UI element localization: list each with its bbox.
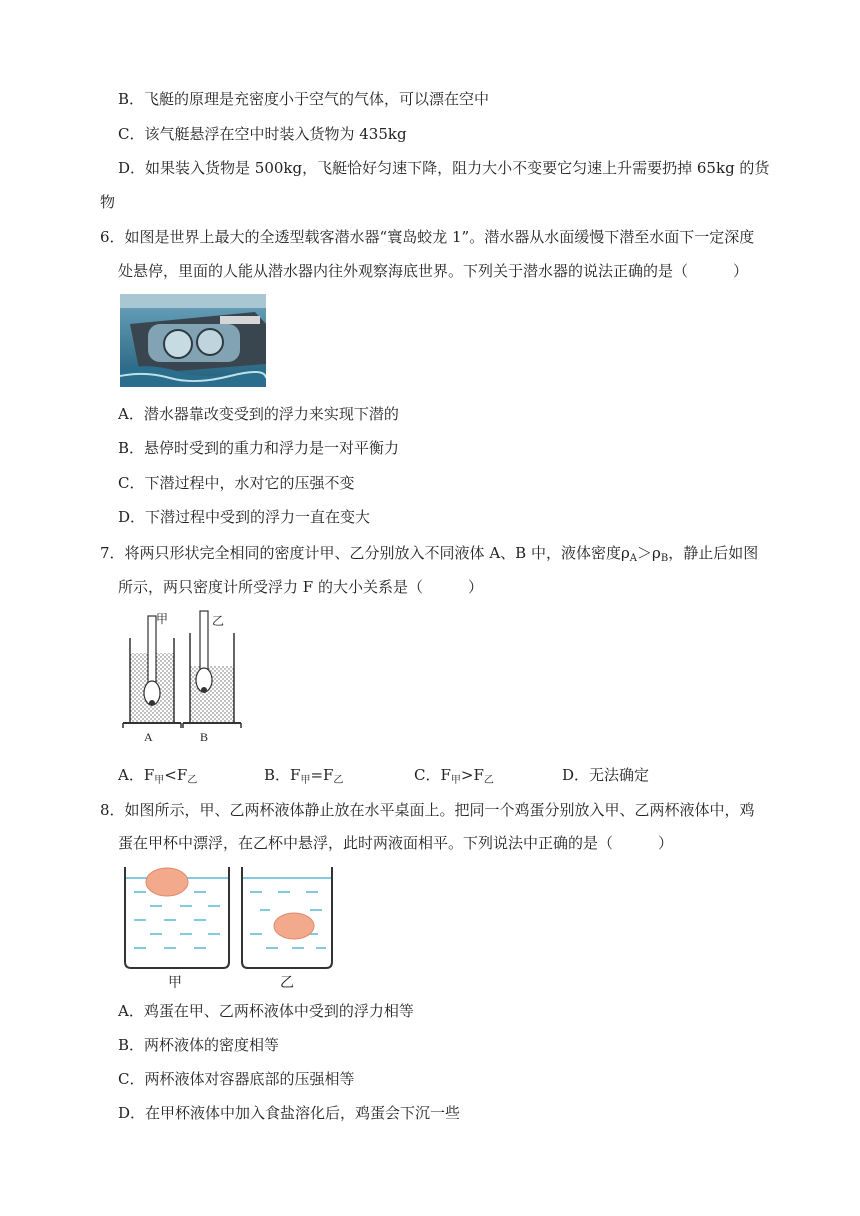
beaker-label-b: B (200, 730, 209, 744)
q7-a-pre: A．F (118, 766, 155, 784)
q7-c-mid: >F (460, 766, 484, 784)
q7-c-sub1: 甲 (450, 775, 461, 786)
q7-c-pre: C．F (414, 766, 451, 784)
q8-stem-cont: 蛋在甲杯中漂浮，在乙杯中悬浮，此时两液面相平。下列说法中正确的是（ ） (118, 834, 674, 852)
q8-option-d: D．在甲杯液体中加入食盐溶化后，鸡蛋会下沉一些 (118, 1104, 461, 1122)
hydrometer-figure (120, 608, 250, 748)
rho-sub-b: B (660, 553, 669, 564)
q7-option-d: D．无法确定 (562, 766, 650, 784)
q8-option-a: A．鸡蛋在甲、乙两杯液体中受到的浮力相等 (118, 1002, 414, 1020)
submarine-photo (120, 294, 266, 387)
q7-b-sub1: 甲 (300, 775, 311, 786)
q7-option-c (414, 765, 494, 791)
q8-stem: 8．如图所示，甲、乙两杯液体静止放在水平桌面上。把同一个鸡蛋分别放入甲、乙两杯液体中，鸡 (100, 801, 755, 819)
q7-a-sub2: 乙 (187, 775, 198, 786)
q7-gt: ＞ρ (637, 544, 661, 562)
q8-option-b: B．两杯液体的密度相等 (118, 1036, 280, 1054)
q7-c-sub2: 乙 (483, 775, 494, 786)
q7-option-b (264, 765, 343, 791)
q6-stem-cont: 处悬停，里面的人能从潜水器内往外观察海底世界。下列关于潜水器的说法正确的是（ ） (118, 262, 749, 280)
q7-option-a (118, 765, 197, 791)
q7-b-pre: B．F (264, 766, 301, 784)
q5-option-c: C．该气艇悬浮在空中时装入货物为 435kg (118, 125, 407, 143)
q7-stem-text: 7．将两只形状完全相同的密度计甲、乙分别放入不同液体 A、B 中，液体密度ρ (100, 544, 630, 562)
hydrometer-label-jia: 甲 (156, 612, 169, 626)
q8-option-c: C．两杯液体对容器底部的压强相等 (118, 1070, 355, 1088)
q5-option-b: B．飞艇的原理是充密度小于空气的气体，可以漂在空中 (118, 90, 490, 108)
q6-option-b: B．悬停时受到的重力和浮力是一对平衡力 (118, 439, 400, 457)
q7-stem (100, 543, 758, 569)
q6-option-a: A．潜水器靠改变受到的浮力来实现下潜的 (118, 405, 399, 423)
egg-figure (120, 862, 345, 992)
q7-stem-end: ，静止后如图 (668, 544, 759, 562)
rho-sub-a: A (629, 553, 637, 564)
q5-option-d: D．如果装入货物是 500kg，飞艇恰好匀速下降，阻力大小不变要它匀速上升需要扔掉 65kg 的货 (118, 159, 770, 177)
q7-b-mid: =F (310, 766, 334, 784)
q7-a-sub1: 甲 (154, 775, 165, 786)
q6-option-c: C．下潜过程中，水对它的压强不变 (118, 474, 355, 492)
q7-b-sub2: 乙 (333, 775, 344, 786)
q6-stem: 6．如图是世界上最大的全透型载客潜水器“寰岛蛟龙 1”。潜水器从水面缓慢下潜至水面下一定深度 (100, 228, 755, 246)
q7-stem-cont: 所示，两只密度计所受浮力 F 的大小关系是（ ） (118, 578, 483, 596)
beaker-label-a: A (144, 730, 153, 744)
hydrometer-label-yi: 乙 (212, 614, 225, 628)
cup-label-yi: 乙 (280, 975, 294, 991)
q7-a-mid: <F (164, 766, 188, 784)
cup-label-jia: 甲 (168, 975, 182, 991)
q6-option-d: D．下潜过程中受到的浮力一直在变大 (118, 508, 371, 526)
q5-option-d-cont: 物 (100, 193, 116, 211)
